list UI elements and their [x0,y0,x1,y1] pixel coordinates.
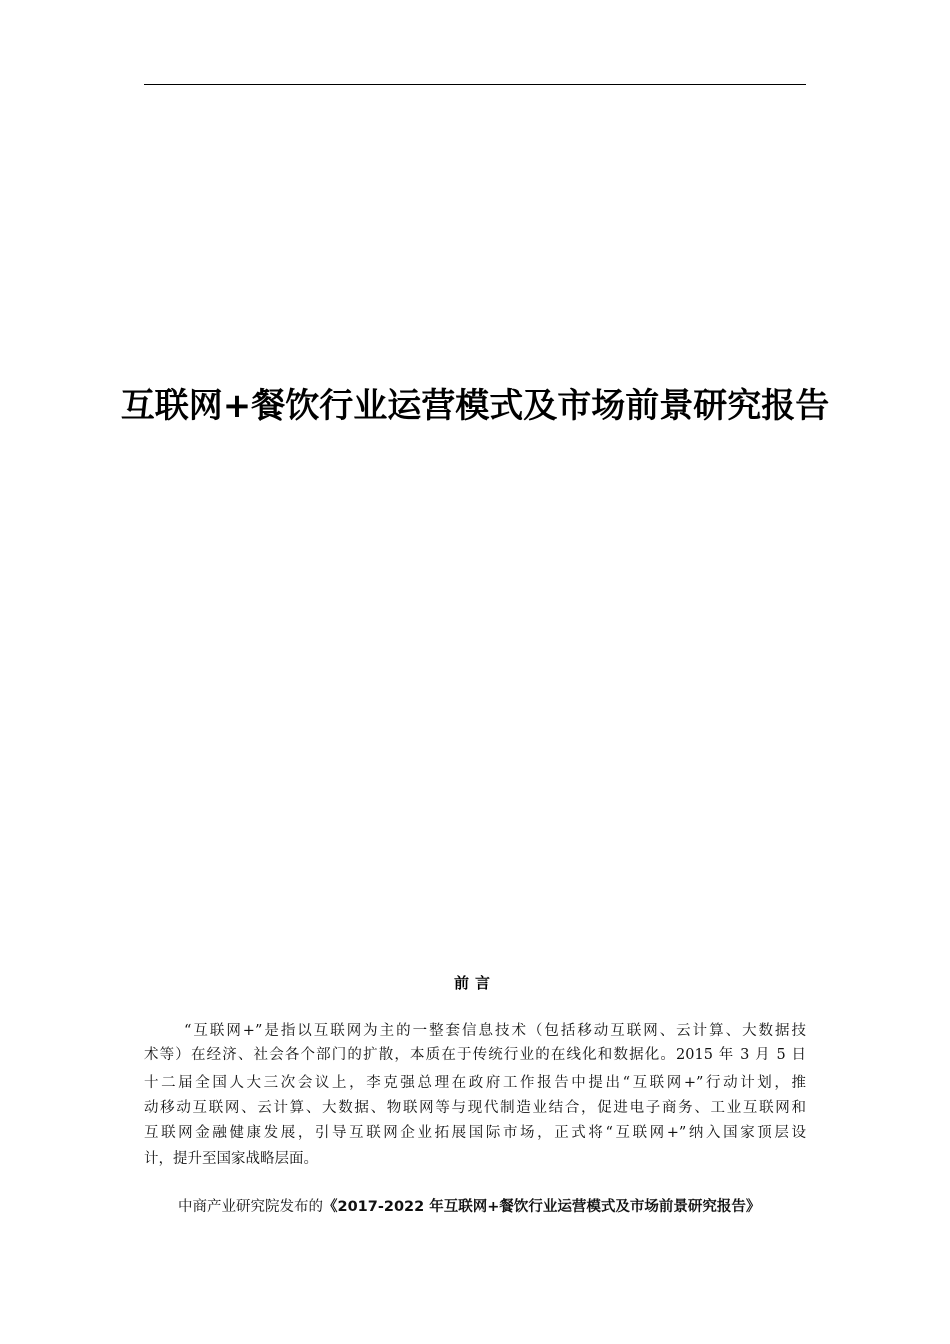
paragraph-line: 互联网金融健康发展，引导互联网企业拓展国际市场，正式将“互联网+”纳入国家顶层设 [144,1125,806,1141]
document-title: 互联网+餐饮行业运营模式及市场前景研究报告 [120,386,830,426]
paragraph-line: “互联网+”是指以互联网为主的一整套信息技术（包括移动互联网、云计算、大数据技 [184,1023,806,1039]
paragraph-line: 术等）在经济、社会各个部门的扩散，本质在于传统行业的在线化和数据化。2015 年 3 月 5 日 [144,1047,806,1063]
report-title-reference: 《2017-2022 年互联网+餐饮行业运营模式及市场前景研究报告》 [323,1199,761,1215]
paragraph-prefix: 中商产业研究院发布的 [178,1199,323,1215]
preface-paragraph-2 [144,1196,806,1218]
paragraph-line: 计，提升至国家战略层面。 [144,1151,318,1167]
paragraph-line: 十二届全国人大三次会议上，李克强总理在政府工作报告中提出“互联网+”行动计划，推 [144,1075,806,1091]
paragraph-line: 动移动互联网、云计算、大数据、物联网等与现代制造业结合，促进电子商务、工业互联网和 [144,1100,806,1116]
preface-heading: 前言 [453,974,496,992]
header-rule [144,84,806,85]
